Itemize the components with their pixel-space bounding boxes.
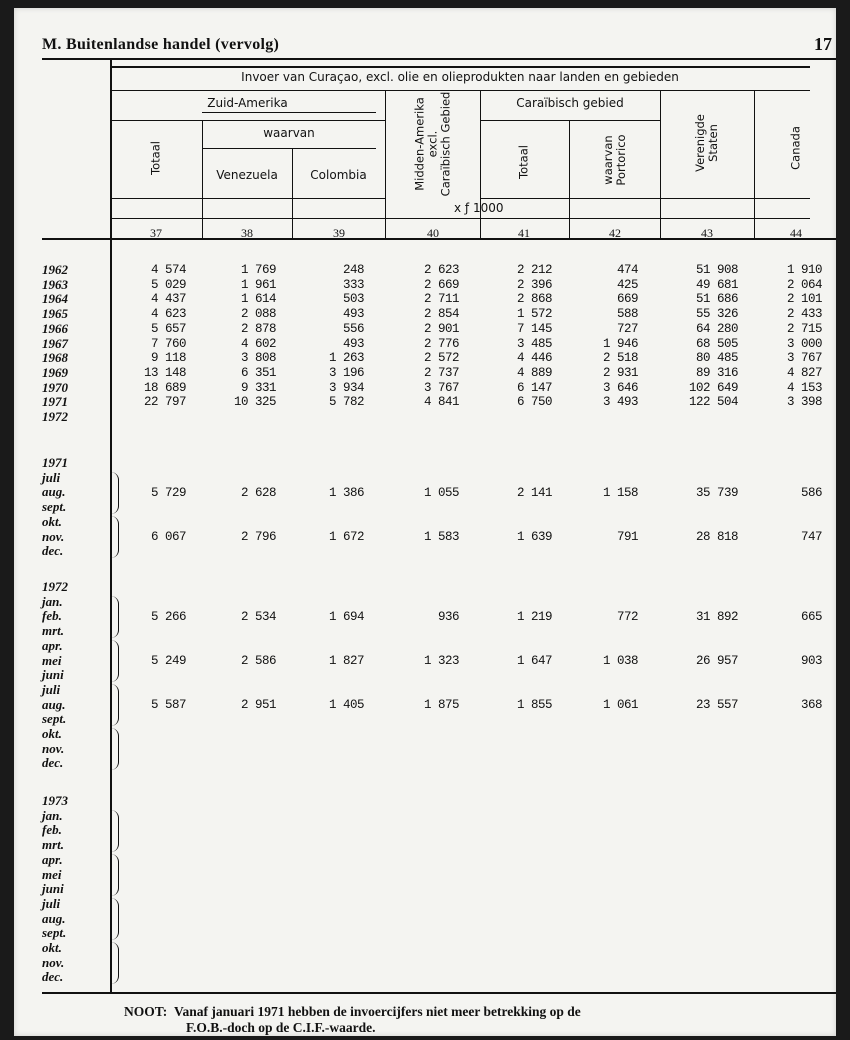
row-label: 1973 [42,793,68,808]
table-cell: 368 [800,698,822,713]
row-label: okt. [42,513,62,529]
column-number: 38 [241,226,253,240]
table-cell: 1 055 [423,485,459,500]
table-cell: 588 [616,307,638,322]
row-label: aug. [42,484,66,500]
table-cell: 665 [800,609,822,624]
header-rule-4 [110,120,385,121]
table-cell: 1 386 [328,485,364,500]
table-cell: 2 064 [786,277,822,292]
row-label: jan. [42,593,63,609]
row-label: sept. [42,711,67,727]
table-cell: 1 614 [240,292,276,307]
table-cell: 5 782 [328,395,364,410]
row-label: 1970 [42,379,68,395]
table-cell: 3 196 [328,365,364,380]
table-title: Invoer van Curaçao, excl. olie en olieprodukten naar landen en gebieden [241,70,679,84]
table-cell: 2 396 [516,277,552,292]
page-header-title: M. Buitenlandse handel (vervolg) [42,36,280,53]
row-label: okt. [42,940,62,955]
row-label: 1969 [42,364,68,380]
table-cell: 474 [616,263,638,277]
table-cell: 28 818 [695,530,738,544]
vrule-4 [480,90,481,238]
table-cell: 102 649 [688,380,738,395]
table-cell: 4 446 [516,351,552,366]
column-number: 42 [609,226,621,240]
table-cell: 2 776 [423,336,459,351]
table-cell: 51 908 [695,263,738,277]
table-cell: 1 038 [602,654,638,668]
row-label: aug. [42,910,66,926]
table-cell: 6 147 [516,380,552,395]
table-cell: 3 000 [786,336,822,351]
table-cell: 5 249 [150,654,186,668]
bracket [108,854,119,896]
table-cell: 2 737 [423,365,459,380]
table-cell: 425 [616,277,638,292]
table-cell: 13 148 [143,365,186,380]
row-label: juli [42,895,61,911]
row-label: 1971 [42,394,68,410]
table-cell: 2 931 [602,365,638,380]
table-cell: 2 141 [516,485,552,500]
table-cell: 903 [800,654,822,668]
table-cell: 2 628 [240,485,276,500]
unit-label: x ƒ 1000 [454,201,504,215]
table-cell: 5 266 [150,609,186,624]
column-number: 40 [427,226,439,240]
table-cell: 68 505 [695,336,738,351]
vrule-6 [660,90,661,238]
row-label: mei [42,866,62,882]
table-cell: 10 325 [233,395,276,410]
table-cell: 2 854 [423,307,459,322]
table-cell: 3 808 [240,351,276,366]
row-label: dec. [42,755,64,771]
table-cell: 49 681 [695,277,738,292]
header-rule-7 [110,198,385,199]
page-number: 17 [814,34,832,54]
vrule-7 [754,90,755,238]
table-cell: 5 729 [150,485,186,500]
column-number: 44 [790,226,802,240]
header-rule-9 [110,218,810,219]
table-cell: 4 623 [150,307,186,322]
table-cell: 2 518 [602,351,638,366]
table-cell: 747 [800,530,822,544]
col-portorico: waarvan Portorico [601,134,628,186]
table-cell: 7 760 [150,336,186,351]
table-cell: 248 [342,263,364,277]
column-number: 41 [518,226,530,240]
table-cell: 1 946 [602,336,638,351]
table-cell: 2 868 [516,292,552,307]
table-cell: 1 672 [328,530,364,544]
table-cell: 1 323 [423,654,459,668]
table-cell: 31 892 [695,609,738,624]
table-cell: 1 910 [786,263,822,277]
footnote: NOOT: Vanaf januari 1971 hebben de invoercijfers niet meer betrekking op de F.O.B.-doch op de C.I.F.-waarde. [124,1004,581,1035]
table-cell: 2 669 [423,277,459,292]
header-rule-5 [480,120,660,121]
col-totaal-1: Totaal [148,141,163,175]
col-totaal-2: Totaal [516,145,531,179]
header-rule-8 [480,198,810,199]
table-cell: 586 [800,485,822,500]
table-cell: 791 [616,530,638,544]
bracket [108,810,119,852]
row-label: dec. [42,969,64,985]
table-cell: 2 088 [240,307,276,322]
col-verenigde-staten: Verenigde Staten [693,114,720,172]
row-label: 1972 [42,579,68,594]
row-label: 1971 [42,455,68,470]
table-cell: 2 951 [240,698,276,713]
table-cell: 1 219 [516,609,552,624]
table-cell: 4 827 [786,365,822,380]
col-canada: Canada [788,126,803,170]
row-label: 1965 [42,306,68,322]
table-cell: 1 961 [240,277,276,292]
group-zuid-amerika: Zuid-Amerika [207,96,288,110]
row-label: sept. [42,499,67,515]
table-cell: 1 769 [240,263,276,277]
table-cell: 9 331 [240,380,276,395]
table-cell: 3 934 [328,380,364,395]
table-cell: 9 118 [150,351,186,366]
table-cell: 493 [342,307,364,322]
row-label: nov. [42,740,65,756]
vrule-5 [569,120,570,238]
row-label: feb. [42,822,62,838]
row-label: sept. [42,925,67,941]
vrule-3 [385,90,386,238]
table-cell: 122 504 [688,395,738,410]
row-label: mrt. [42,623,65,639]
table-cell: 26 957 [695,654,738,668]
col-midden-amerika: Midden-Amerika excl. Caraïbisch Gebied [412,91,453,197]
row-label: 1966 [42,320,68,336]
column-number: 43 [701,226,713,240]
row-label: okt. [42,726,62,741]
table-cell: 4 889 [516,365,552,380]
table-cell: 1 639 [516,530,552,544]
table-cell: 6 750 [516,395,552,410]
column-number: 39 [333,226,345,240]
table-cell: 2 101 [786,292,822,307]
table-cell: 2 715 [786,321,822,336]
table-cell: 1 827 [328,654,364,668]
table-cell: 6 067 [150,530,186,544]
table-cell: 1 647 [516,654,552,668]
table-cell: 2 901 [423,321,459,336]
row-label: aug. [42,696,66,712]
row-label: nov. [42,528,65,544]
table-cell: 2 212 [516,263,552,277]
row-label: 1967 [42,335,68,351]
table-cell: 2 623 [423,263,459,277]
row-label: 1963 [42,276,68,292]
header-rule-3 [202,112,376,113]
table-cell: 2 711 [423,292,459,307]
row-label: juli [42,681,61,697]
row-label: apr. [42,637,63,653]
row-label: juni [42,881,64,897]
table-cell: 1 694 [328,609,364,624]
table-cell: 5 657 [150,321,186,336]
table-cell: 1 405 [328,698,364,713]
header-rule-1 [110,66,810,68]
table-cell: 80 485 [695,351,738,366]
table-cell: 51 686 [695,292,738,307]
header-rule-6 [202,148,376,149]
table-cell: 4 437 [150,292,186,307]
row-label: nov. [42,954,65,970]
table-cell: 18 689 [143,380,186,395]
table-cell: 35 739 [695,485,738,500]
table-cell: 936 [437,609,459,624]
table-cell: 64 280 [695,321,738,336]
table-cell: 2 433 [786,307,822,322]
row-label: 1972 [42,409,68,424]
table-cell: 1 875 [423,698,459,713]
group-caraibisch: Caraïbisch gebied [516,96,624,110]
top-rule [42,58,836,60]
table-cell: 5 587 [150,698,186,713]
table-cell: 4 153 [786,380,822,395]
subgroup-waarvan: waarvan [263,126,315,140]
table-cell: 3 485 [516,336,552,351]
table-cell: 6 351 [240,365,276,380]
row-label: feb. [42,608,62,624]
table-cell: 22 797 [143,395,186,410]
row-label: juni [42,667,64,683]
table-cell: 333 [342,277,364,292]
table-cell: 2 796 [240,530,276,544]
table-cell: 669 [616,292,638,307]
table-cell: 2 878 [240,321,276,336]
table-cell: 1 572 [516,307,552,322]
table-cell: 493 [342,336,364,351]
table-cell: 4 841 [423,395,459,410]
table-cell: 3 767 [786,351,822,366]
row-label: juli [42,469,61,485]
table-cell: 503 [342,292,364,307]
table-cell: 2 534 [240,609,276,624]
table-cell: 1 158 [602,485,638,500]
bottom-rule [42,992,836,994]
row-label: 1962 [42,262,68,277]
column-number: 37 [150,226,162,240]
header-rule-2 [110,90,810,91]
row-label: mrt. [42,837,65,853]
row-label: mei [42,652,62,668]
table-cell: 7 145 [516,321,552,336]
vrule-2 [292,148,293,238]
table-cell: 556 [342,321,364,336]
table-cell: 1 061 [602,698,638,713]
table-cell: 3 493 [602,395,638,410]
table-cell: 1 855 [516,698,552,713]
table-cell: 1 263 [328,351,364,366]
table-cell: 89 316 [695,365,738,380]
row-label: 1968 [42,350,68,366]
page [14,8,836,1036]
row-label: jan. [42,807,63,823]
table-cell: 3 398 [786,395,822,410]
table-cell: 772 [616,609,638,624]
table-cell: 4 574 [150,263,186,277]
table-cell: 5 029 [150,277,186,292]
col-venezuela: Venezuela [216,168,278,182]
bracket [108,728,119,770]
table-cell: 23 557 [695,698,738,713]
bracket [108,898,119,940]
table-cell: 4 602 [240,336,276,351]
table-cell: 727 [616,321,638,336]
col-colombia: Colombia [310,168,367,182]
table-cell: 1 583 [423,530,459,544]
table-cell: 55 326 [695,307,738,322]
row-label: dec. [42,543,64,559]
row-label: apr. [42,851,63,867]
table-cell: 2 586 [240,654,276,668]
bracket [108,942,119,984]
table-cell: 3 767 [423,380,459,395]
table-cell: 2 572 [423,351,459,366]
row-label: 1964 [42,291,68,307]
table-cell: 3 646 [602,380,638,395]
